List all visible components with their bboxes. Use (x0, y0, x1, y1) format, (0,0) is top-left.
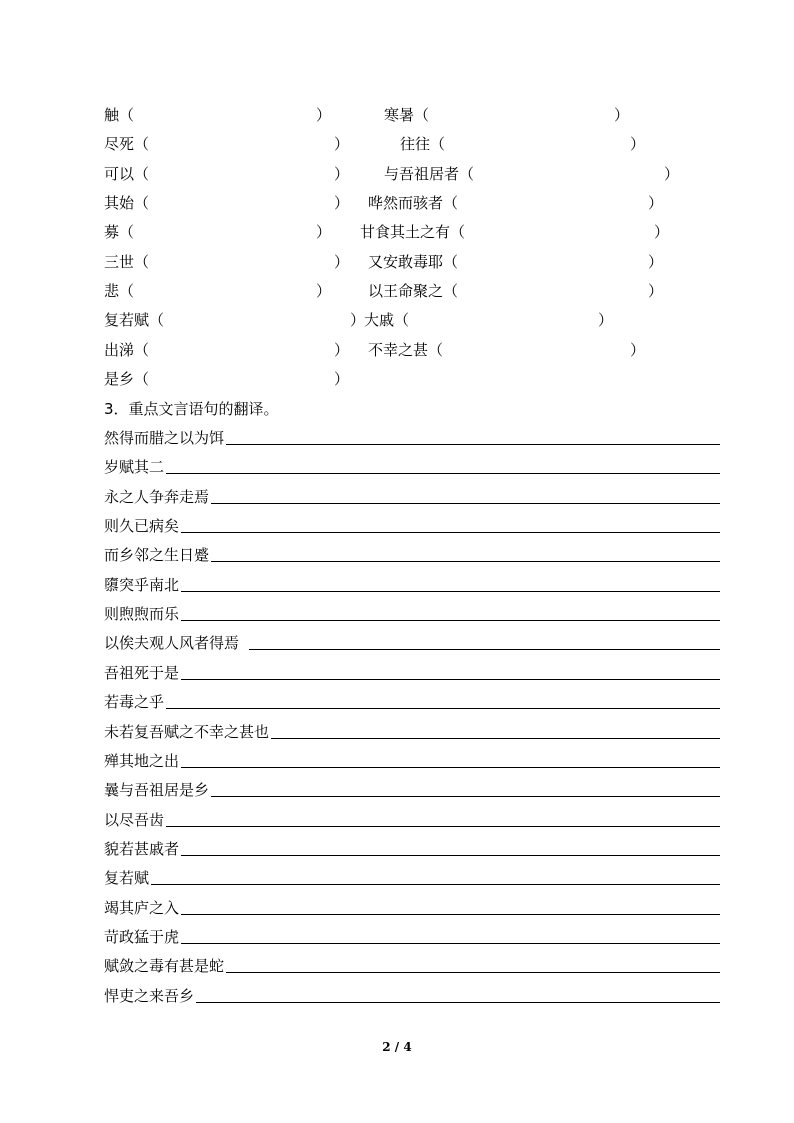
page-number: 2 / 4 (382, 1040, 412, 1054)
sentence-text: 隳突乎南北 (104, 576, 180, 594)
vocab-term: 哗然而骇者（ (368, 194, 459, 212)
vocab-term: 又安敢毒耶（ (368, 253, 459, 271)
vocab-term: 与吾祖居者（ (384, 165, 475, 183)
sentence-text: 貌若甚戚者 (104, 840, 180, 858)
answer-line[interactable] (166, 473, 720, 474)
vocab-row (104, 368, 724, 390)
vocab-close: ） (614, 106, 630, 124)
vocab-close: ） (648, 253, 664, 271)
answer-line[interactable] (181, 620, 720, 621)
vocab-term: 以王命聚之（ (368, 282, 459, 300)
sentence-text: 则久已病矣 (104, 517, 180, 535)
vocab-term: 是乡（ (104, 370, 150, 388)
translation-row (104, 897, 720, 919)
answer-line[interactable] (226, 972, 720, 973)
vocab-term: 复若赋（ (104, 311, 165, 329)
sentence-text: 而乡邻之生日蹙 (104, 546, 210, 564)
vocab-close: ） (334, 194, 350, 212)
translation-row (104, 691, 720, 713)
vocab-close: ） (654, 223, 670, 241)
translation-row (104, 867, 720, 889)
sentence-text: 苛政猛于虎 (104, 928, 180, 946)
sentence-text: 吾祖死于是 (104, 664, 180, 682)
answer-line[interactable] (211, 796, 720, 797)
vocab-term: 寒暑（ (384, 106, 430, 124)
sentence-text: 竭其庐之入 (104, 899, 180, 917)
vocab-term: 出涕（ (104, 341, 150, 359)
answer-line[interactable] (181, 943, 720, 944)
vocab-row (104, 309, 724, 331)
vocab-term: 尽死（ (104, 135, 150, 153)
vocab-close: ） (334, 341, 350, 359)
translation-row (104, 486, 720, 508)
answer-line[interactable] (181, 532, 720, 533)
translation-row (104, 427, 720, 449)
translation-row (104, 985, 720, 1007)
vocab-term: 不幸之甚（ (368, 341, 444, 359)
sentence-text: 赋敛之毒有甚是蛇 (104, 957, 225, 975)
vocab-close: ） (648, 194, 664, 212)
vocab-row (104, 339, 724, 361)
vocab-close: ） (598, 311, 614, 329)
vocab-row (104, 133, 724, 155)
translation-row (104, 955, 720, 977)
answer-line[interactable] (226, 444, 720, 445)
vocab-close: ） (334, 253, 350, 271)
translation-row (104, 544, 720, 566)
sentence-text: 悍吏之来吾乡 (104, 987, 195, 1005)
sentence-text: 永之人争奔走焉 (104, 488, 210, 506)
vocab-close: ） (334, 165, 350, 183)
vocab-close: ） (316, 106, 332, 124)
vocab-term: 募（ (104, 223, 135, 241)
vocab-close: ） (334, 135, 350, 153)
answer-line[interactable] (151, 884, 720, 885)
answer-line[interactable] (181, 591, 720, 592)
sentence-text: 若毒之乎 (104, 693, 165, 711)
vocab-term: 触（ (104, 106, 135, 124)
vocab-row (104, 104, 724, 126)
sentence-text: 复若赋 (104, 869, 150, 887)
translation-row (104, 574, 720, 596)
answer-line[interactable] (271, 738, 720, 739)
translation-row (104, 515, 720, 537)
answer-line[interactable] (249, 649, 720, 650)
vocab-row (104, 192, 724, 214)
answer-line[interactable] (181, 679, 720, 680)
sentence-text: 以俟夫观人风者得焉 (104, 634, 240, 652)
translation-row (104, 456, 720, 478)
vocab-row (104, 251, 724, 273)
vocab-close: ） (316, 223, 332, 241)
vocab-row (104, 221, 724, 243)
vocab-row (104, 280, 724, 302)
vocab-term: 往往（ (400, 135, 446, 153)
sentence-text: 曩与吾祖居是乡 (104, 781, 210, 799)
vocab-close: ） (630, 135, 646, 153)
answer-line[interactable] (181, 855, 720, 856)
vocab-close: ） (648, 282, 664, 300)
vocab-term: 三世（ (104, 253, 150, 271)
sentence-text: 岁赋其二 (104, 458, 165, 476)
vocab-term: 可以（ (104, 165, 150, 183)
sentence-text: 则煦煦而乐 (104, 605, 180, 623)
vocab-term: 大戚（ (364, 311, 410, 329)
translation-row (104, 809, 720, 831)
sentence-text: 未若复吾赋之不幸之甚也 (104, 723, 270, 741)
translation-row (104, 632, 720, 654)
vocab-term: 甘食其土之有（ (360, 223, 466, 241)
answer-line[interactable] (181, 914, 720, 915)
translation-row (104, 926, 720, 948)
answer-line[interactable] (211, 561, 720, 562)
vocab-close: ） (316, 282, 332, 300)
sentence-text: 以尽吾齿 (104, 811, 165, 829)
answer-line[interactable] (211, 503, 720, 504)
vocab-close: ） (664, 165, 680, 183)
translation-row (104, 750, 720, 772)
translation-row (104, 721, 720, 743)
answer-line[interactable] (181, 767, 720, 768)
vocab-close: ） (334, 370, 350, 388)
sentence-text: 殚其地之出 (104, 752, 180, 770)
translation-row (104, 662, 720, 684)
translation-row (104, 603, 720, 625)
vocab-row (104, 163, 724, 185)
vocab-term: 其始（ (104, 194, 150, 212)
answer-line[interactable] (166, 826, 720, 827)
sentence-text: 然得而腊之以为饵 (104, 429, 225, 447)
answer-line[interactable] (166, 708, 720, 709)
section-title: 3．重点文言语句的翻译。 (104, 400, 279, 418)
vocab-close: ） (630, 341, 646, 359)
answer-line[interactable] (196, 1002, 720, 1003)
vocab-close: ） (350, 311, 366, 329)
vocab-term: 悲（ (104, 282, 135, 300)
translation-row (104, 779, 720, 801)
translation-row (104, 838, 720, 860)
